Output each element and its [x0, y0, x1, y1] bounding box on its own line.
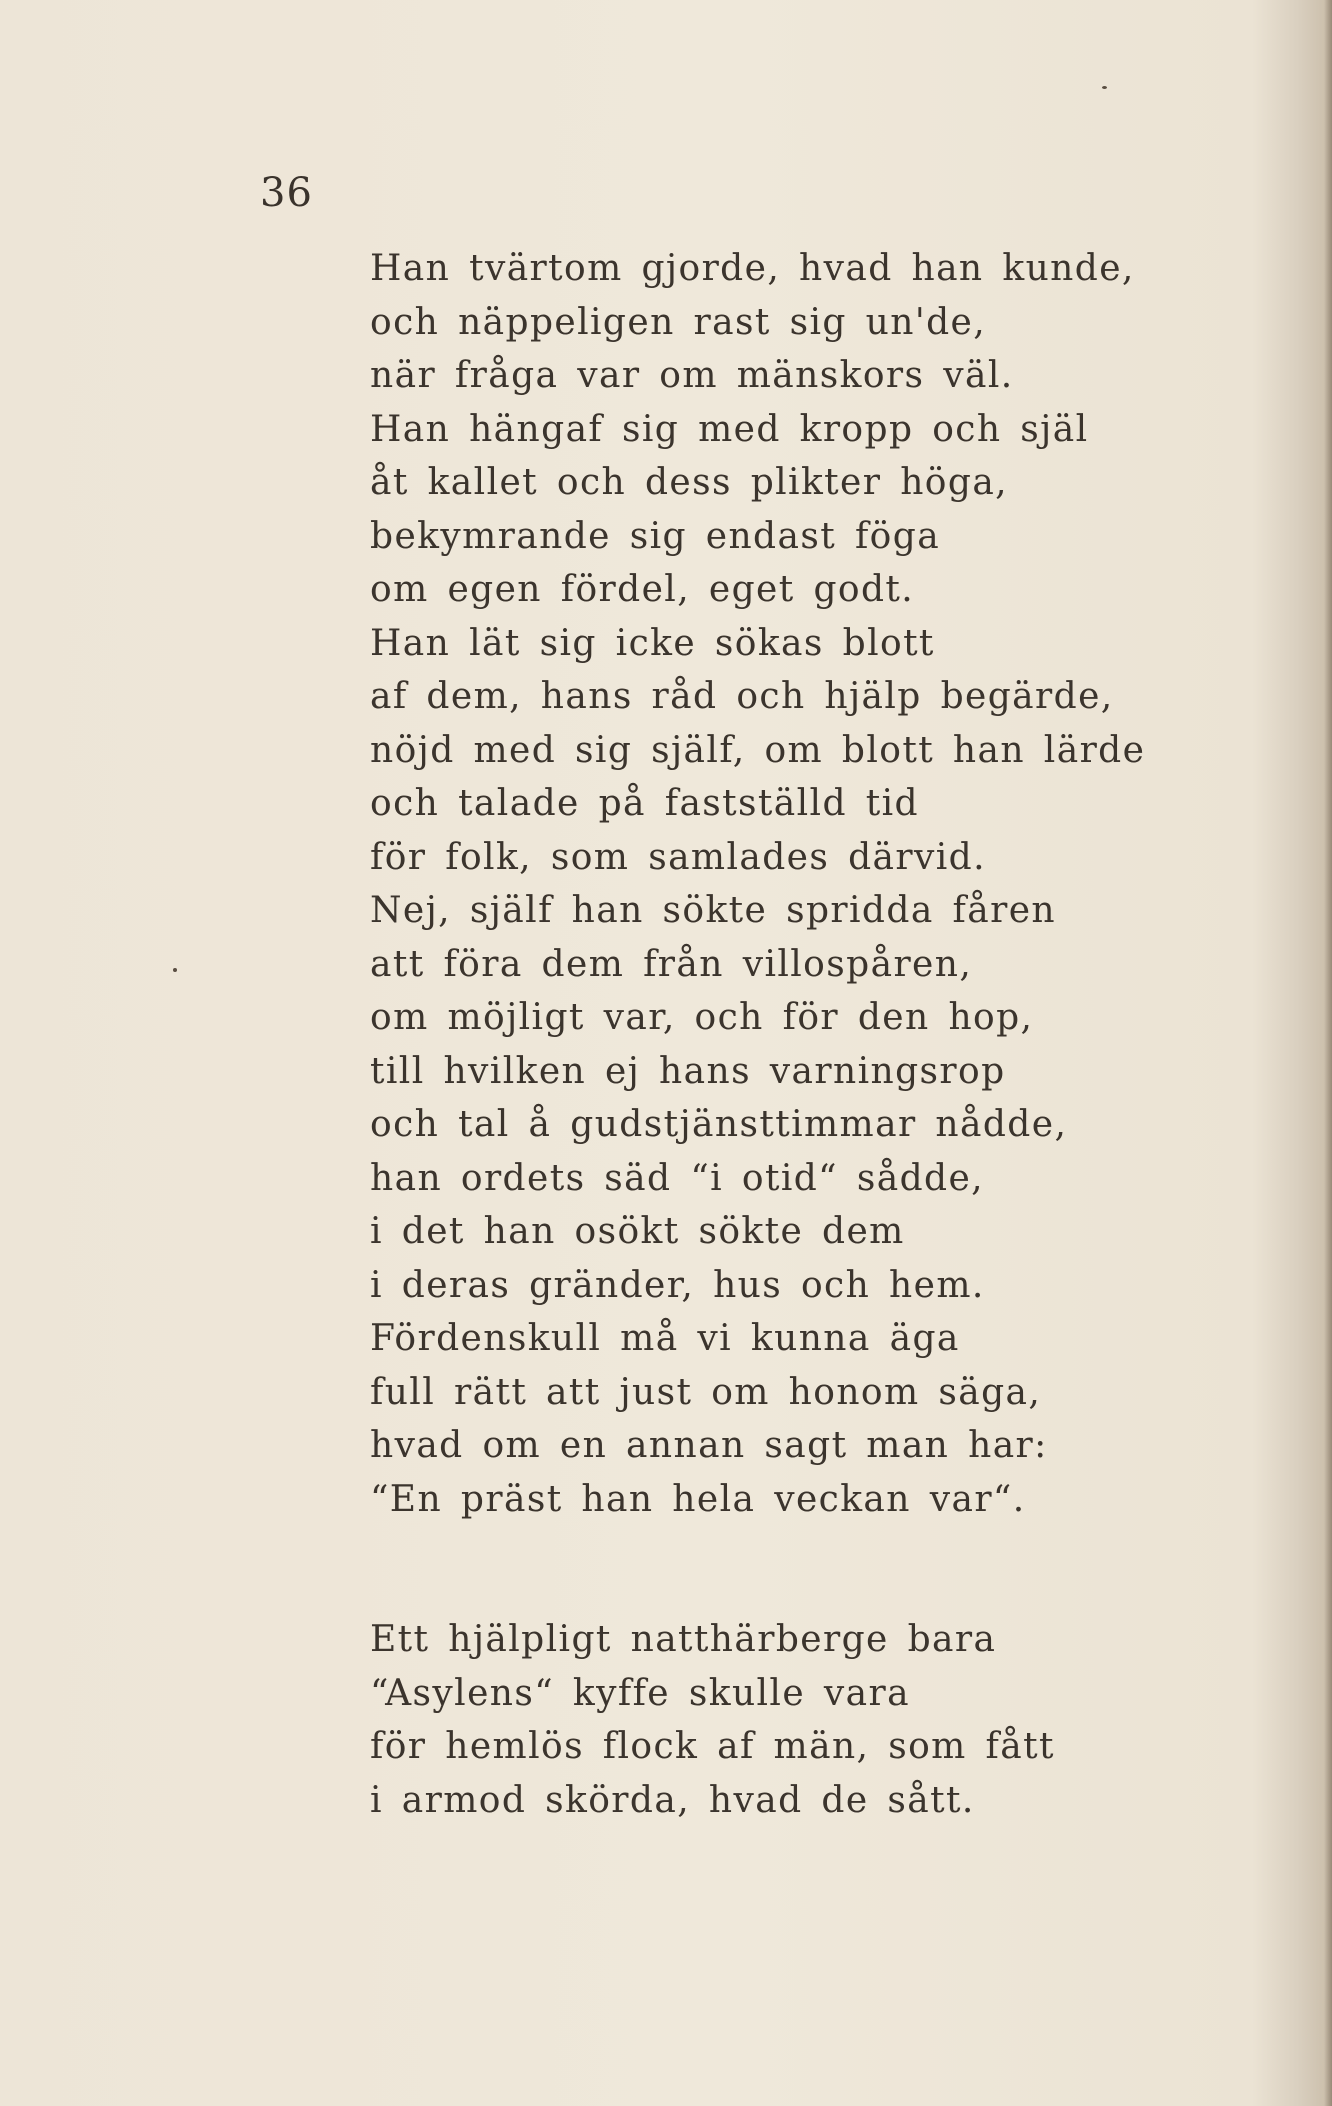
verse-line: han ordets säd “i otid“ sådde, — [370, 1157, 985, 1199]
verse-line: för folk, som samlades därvid. — [370, 836, 986, 878]
verse-line: och näppeligen rast sig un'de, — [370, 301, 987, 343]
verse-line: bekymrande sig endast föga — [370, 515, 941, 557]
verse-line: om egen fördel, eget godt. — [370, 569, 915, 610]
verse-line: i det han osökt sökte dem — [370, 1211, 905, 1252]
ink-speck — [1102, 86, 1107, 89]
page-number: 36 — [260, 170, 313, 216]
verse-line: till hvilken ej hans varningsrop — [370, 1050, 1006, 1092]
verse-line: nöjd med sig själf, om blott han lärde — [370, 729, 1146, 771]
verse-line: “En präst han hela veckan var“. — [370, 1478, 1026, 1520]
verse-line: i armod skörda, hvad de sått. — [370, 1779, 975, 1821]
verse-line: att föra dem från villospåren, — [370, 943, 973, 985]
page-edge-shadow — [1324, 0, 1332, 2106]
verse-line: hvad om en annan sagt man har: — [370, 1425, 1048, 1466]
stanza-1 — [370, 242, 1145, 1526]
verse-line: af dem, hans råd och hjälp begärde, — [370, 676, 1114, 717]
verse-line: Han tvärtom gjorde, hvad han kunde, — [370, 248, 1135, 289]
ink-speck — [173, 968, 177, 972]
verse-line: “Asylens“ kyffe skulle vara — [370, 1672, 910, 1714]
verse-line: Han lät sig icke sökas blott — [370, 622, 935, 664]
verse-line: Nej, själf han sökte spridda fåren — [370, 890, 1057, 931]
verse-line: Fördenskull må vi kunna äga — [370, 1318, 960, 1359]
verse-line: full rätt att just om honom säga, — [370, 1371, 1042, 1413]
verse-line: i deras gränder, hus och hem. — [370, 1264, 985, 1306]
verse-line: Han hängaf sig med kropp och själ — [370, 408, 1089, 450]
verse-line: åt kallet och dess plikter höga, — [370, 462, 1009, 503]
stanza-2 — [370, 1613, 1055, 1827]
verse-line: om möjligt var, och för den hop, — [370, 997, 1034, 1038]
verse-line: när fråga var om mänskors väl. — [370, 355, 1014, 396]
verse-line: och tal å gudstjänsttimmar nådde, — [370, 1104, 1068, 1145]
verse-line: och talade på fastställd tid — [370, 783, 919, 824]
verse-line: Ett hjälpligt natthärberge bara — [370, 1619, 997, 1660]
verse-line: för hemlös flock af män, som fått — [370, 1726, 1055, 1767]
